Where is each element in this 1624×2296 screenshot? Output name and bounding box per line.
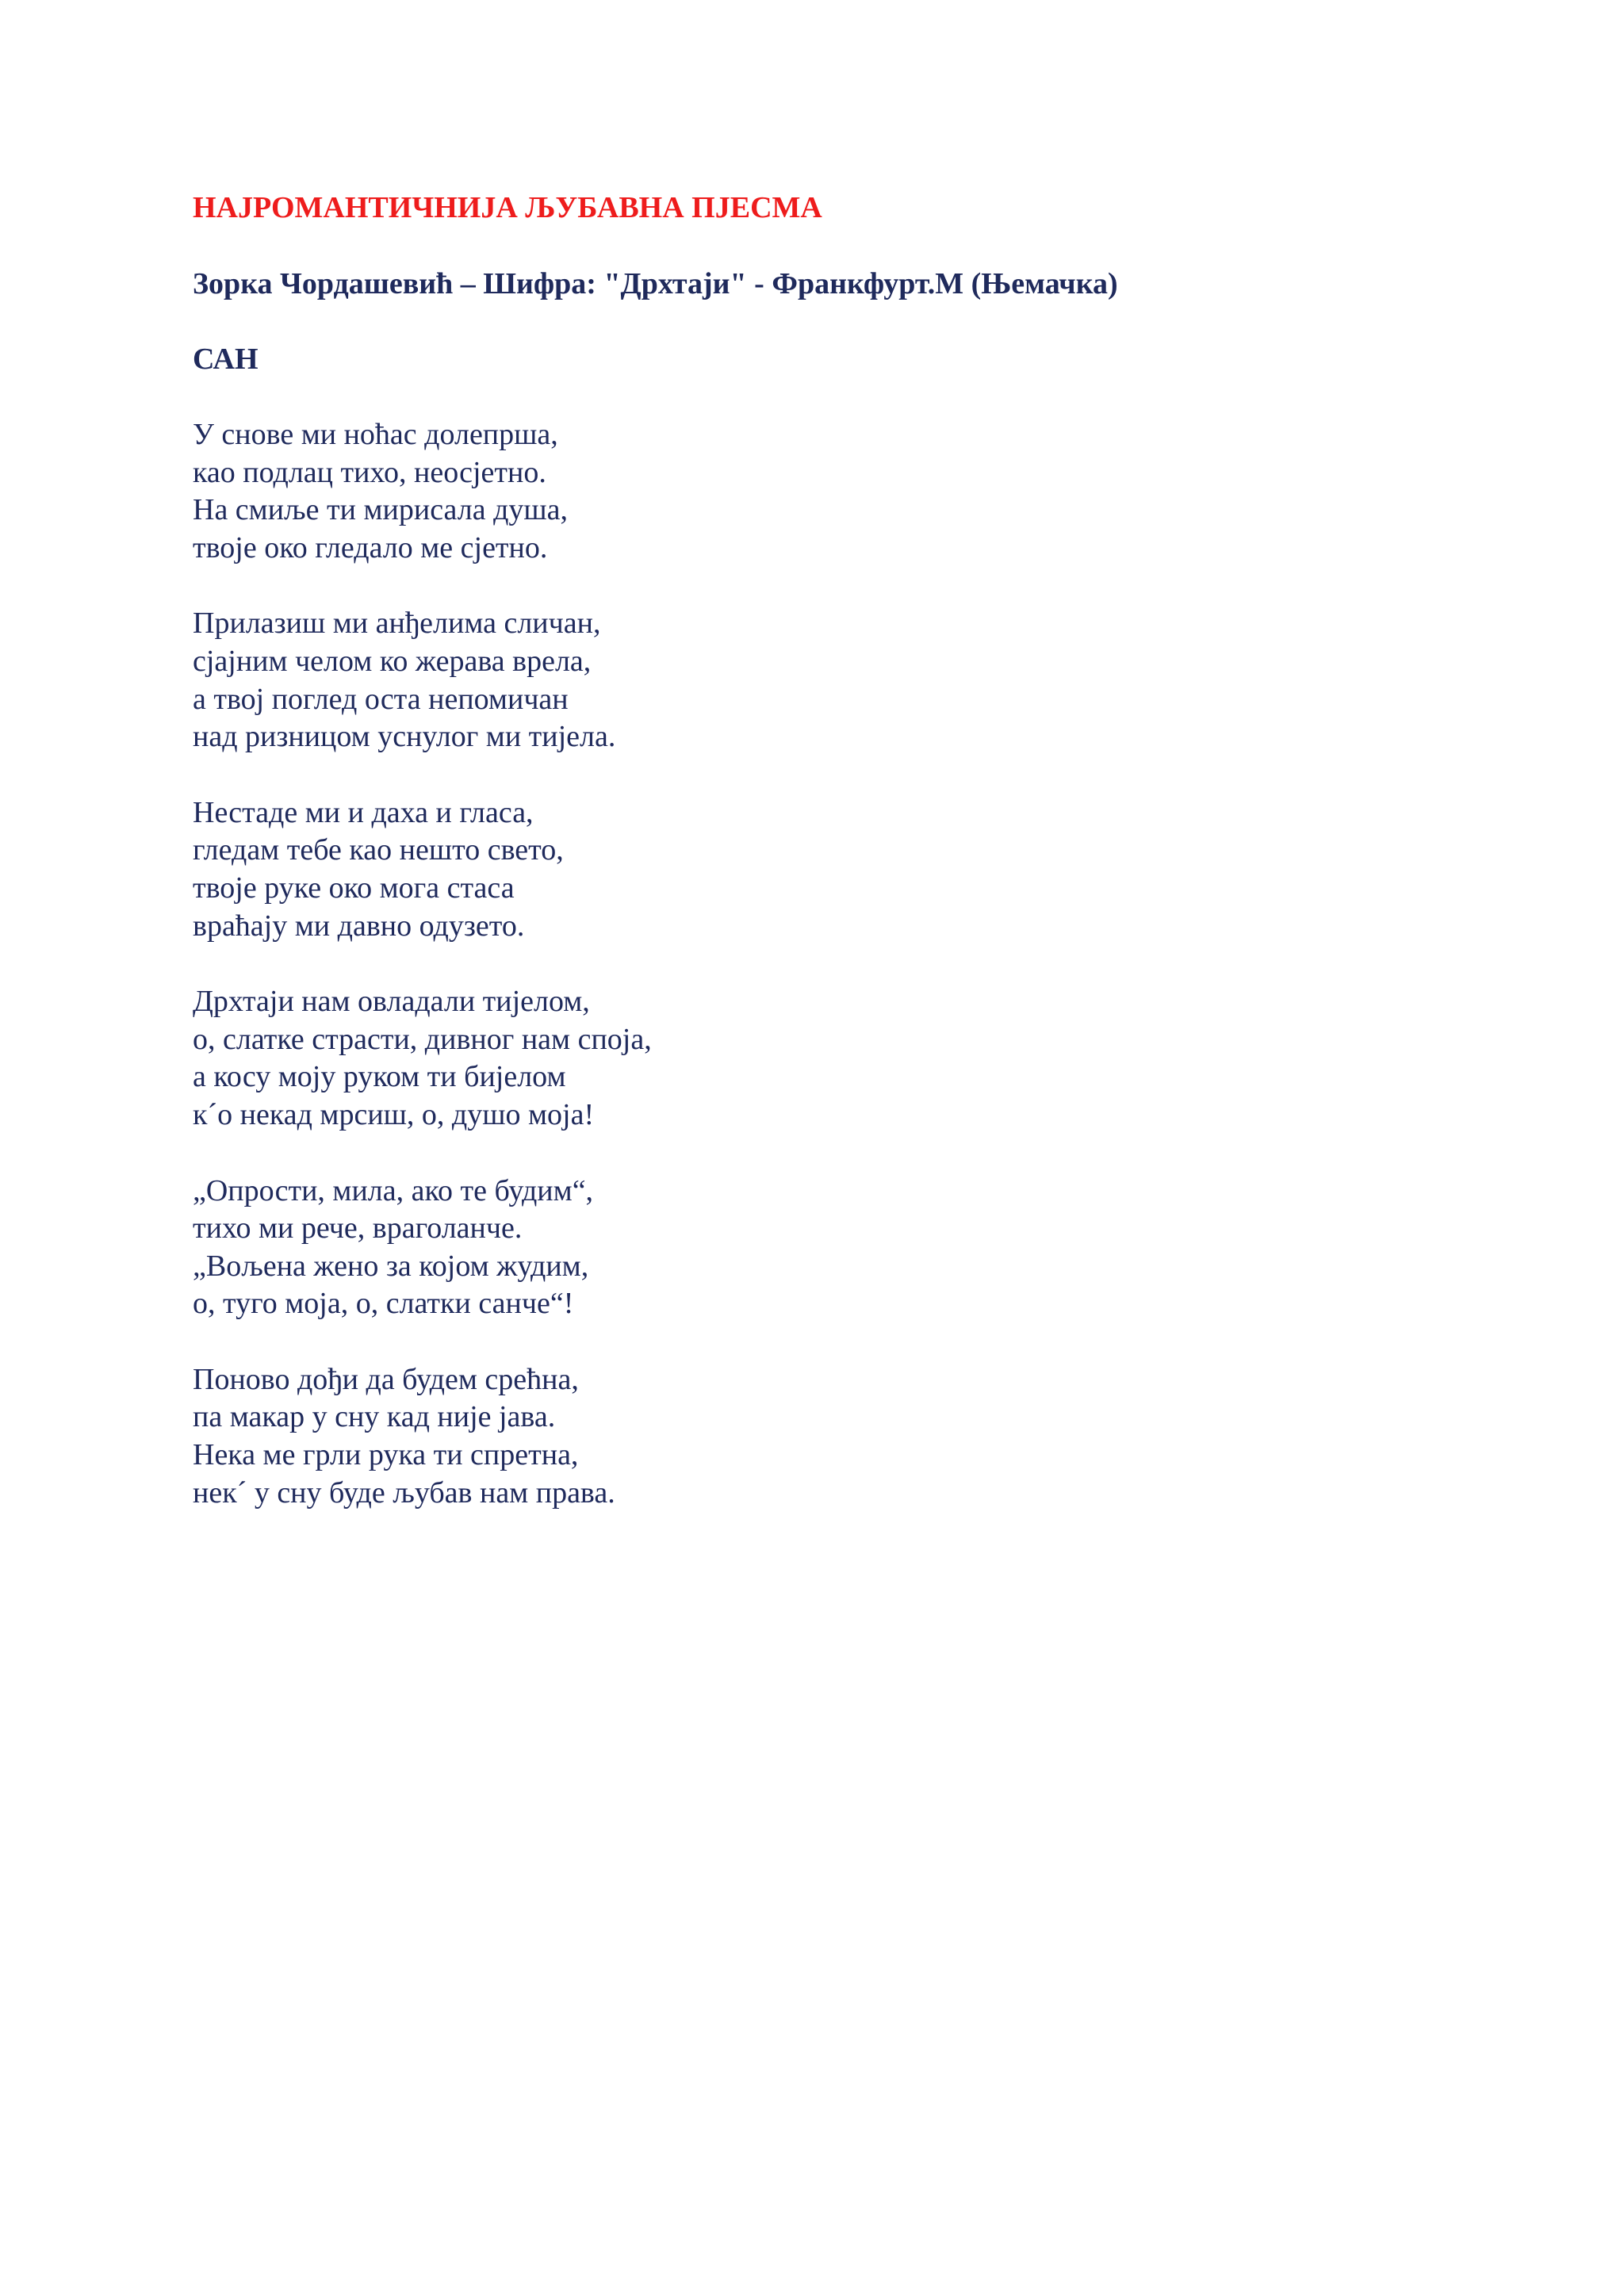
poem-line: твоје руке око мога стаса [193,871,515,905]
poem-line: Нека ме грли рука ти спретна, [193,1438,579,1472]
poem-line: „Опрости, мила, ако те будим“, [193,1173,594,1207]
stanza-6 [193,1361,1541,1512]
stanza-5 [193,1173,1541,1323]
author-line: Зорка Чордашевић – Шифра: "Дрхтаји" - Франкфурт.М (Њемачка) [193,267,1118,300]
poem-line: Нестаде ми и даха и гласа, [193,795,534,829]
poem-line: над ризницом уснулог ми тијела. [193,720,616,754]
poem-line: твоје око гледало ме сјетно. [193,530,548,564]
poem-line: сјајним челом ко жерава врела, [193,644,592,678]
poem-line: гледам тебе као нешто свето, [193,833,564,867]
poem-body [193,416,1541,1512]
poem-line: к´о некад мрсиш, о, душо моја! [193,1097,595,1131]
poem-line: нек´ у сну буде љубав нам права. [193,1475,615,1510]
poem-line: а твој поглед оста непомичан [193,682,569,716]
poem-line: тихо ми рече, враголанче. [193,1211,523,1246]
poem-line: „Вољена жено за којом жудим, [193,1249,589,1283]
document-content [193,189,1541,1550]
stanza-4 [193,983,1541,1134]
poem-title: САН [193,342,259,376]
poem-line: Прилазиш ми анђелима сличан, [193,607,601,641]
poem-line: У снове ми ноћас долепрша, [193,418,558,451]
stanza-3 [193,794,1541,945]
poem-line: па макар у сну кад није јава. [193,1400,556,1434]
poem-line: враћају ми давно одузето. [193,909,525,943]
stanza-2 [193,605,1541,756]
poem-line: На смиље ти мирисала душа, [193,493,569,527]
document-title: НАЈРОМАНТИЧНИЈА ЉУБАВНА ПЈЕСМА [193,191,822,224]
poem-line: о, туго моја, о, слатки санче“! [193,1287,574,1321]
poem-line: а косу моју руком ти бијелом [193,1060,566,1094]
poem-line: као подлац тихо, неосјетно. [193,455,546,489]
poem-line: Дрхтаји нам овладали тијелом, [193,985,590,1019]
poem-line: о, слатке страсти, дивног нам споја, [193,1022,652,1056]
stanza-1 [193,416,1541,567]
poem-line: Поново дођи да будем срећна, [193,1362,579,1396]
